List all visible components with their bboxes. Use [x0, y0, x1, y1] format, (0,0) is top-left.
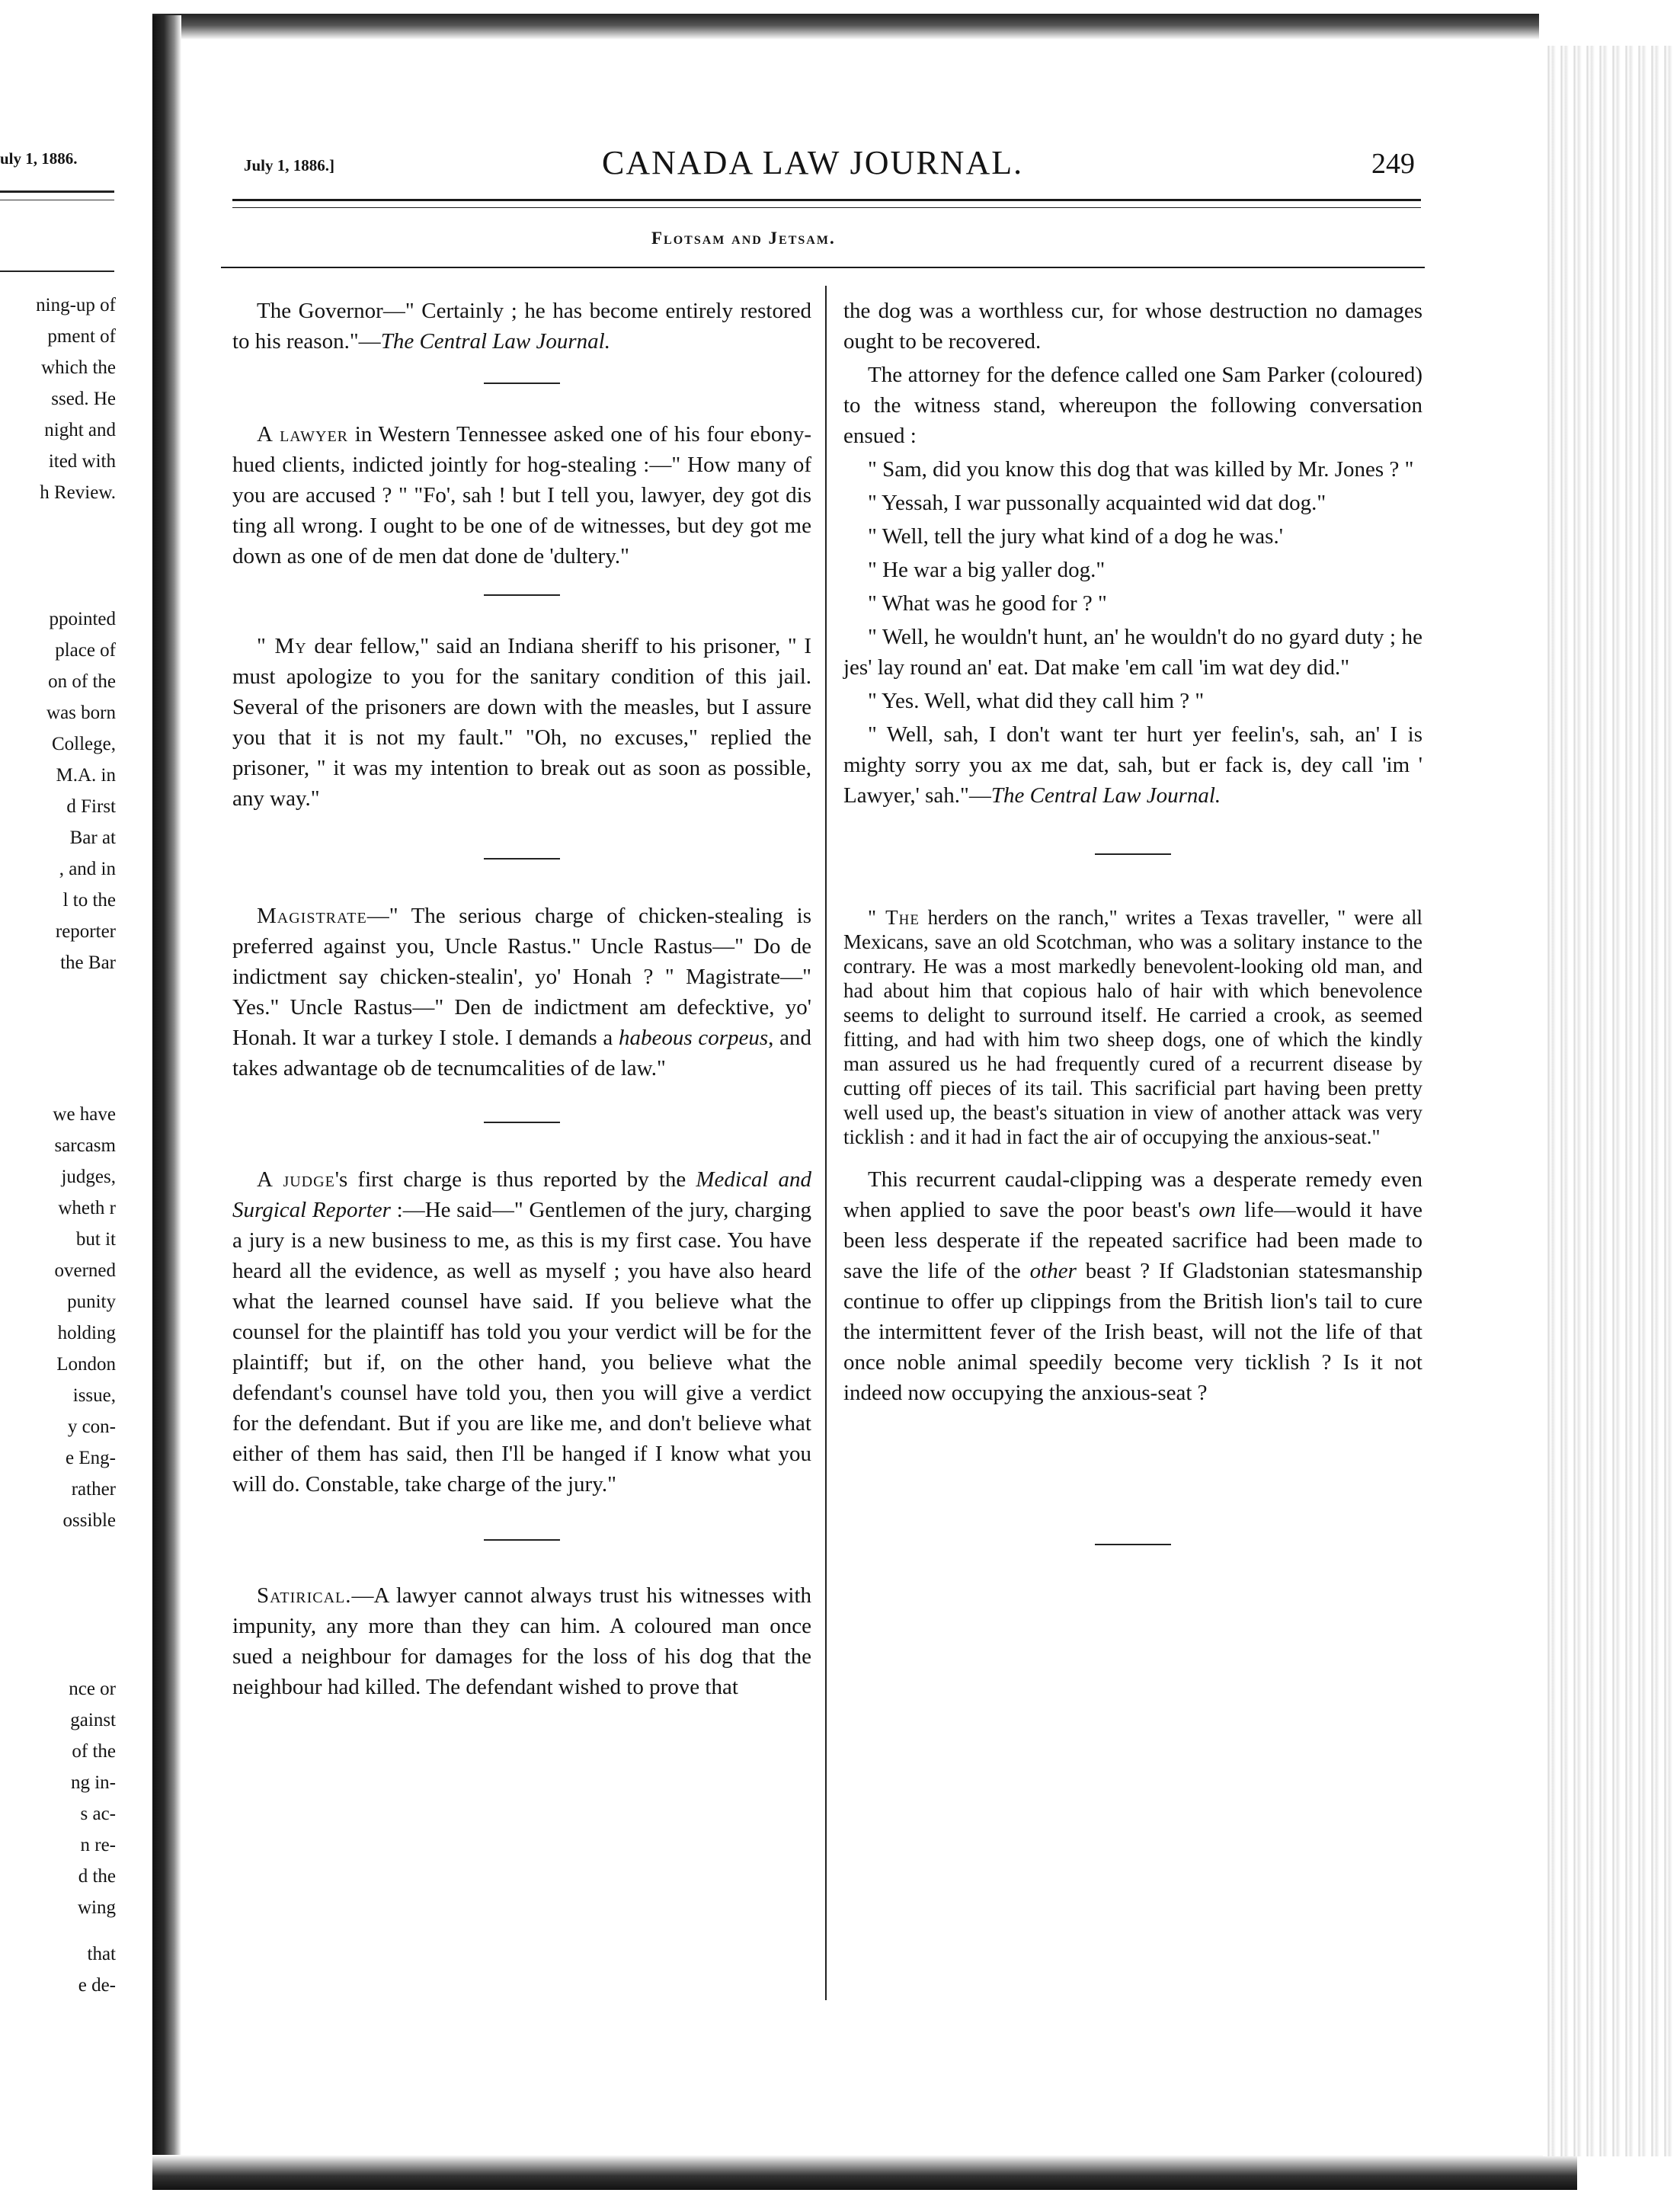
- dialogue-line: " Sam, did you know this dog that was killed by Mr. Jones ? ": [868, 457, 1414, 482]
- dialogue-line: " Yessah, I war pussonally acquainted wid dat dog.": [868, 491, 1326, 515]
- previous-page-line: , and in: [59, 859, 116, 879]
- header-rule: [232, 199, 1421, 201]
- previous-page-line: ppointed: [49, 609, 116, 629]
- section-title: Flotsam and Jetsam.: [651, 229, 836, 248]
- previous-page-line: wing: [78, 1897, 116, 1918]
- paragraph-text: This recurrent caudal-clipping was a desperate remedy even when applied to save the poor beast's: [843, 1167, 1422, 1222]
- previous-page-line: punity: [67, 1292, 116, 1312]
- previous-page-line: ng in-: [70, 1772, 116, 1793]
- journal-title: CANADA LAW JOURNAL.: [602, 144, 1024, 181]
- previous-page-line: that: [87, 1944, 116, 1964]
- previous-page-line: n re-: [80, 1835, 116, 1855]
- lead-in: A lawyer: [257, 422, 349, 447]
- section-rule: [221, 267, 1425, 268]
- scan-bottom-shadow: [152, 2155, 1577, 2190]
- book-gutter: [152, 15, 181, 2164]
- header-rule: [232, 207, 1421, 208]
- previous-page-text-block: [46, 603, 116, 978]
- previous-page-line: e Eng-: [66, 1448, 116, 1468]
- paragraph-text: 's first charge is thus reported by the: [334, 1167, 696, 1192]
- column-divider: [825, 286, 827, 2000]
- previous-page-line: ssed. He: [51, 389, 116, 409]
- paragraph-text: dear fellow," said an Indiana sheriff to his prisoner, " I must apologize to you for the sanitary condition of this jail. Several of the prisoners are down with the measles, but I assure you that it is not my fault." "Oh, no excuses," replied the prisoner, " it was my intention to break out as soon as possible, any way.": [232, 634, 811, 811]
- dialogue-line: [843, 719, 1422, 811]
- paragraph-text: —A lawyer cannot always trust his witnesses with impunity, any more than they can him. A coloured man once sued a neighbour for damages for the loss of his dog that the neighbour had killed. The defendant wished to prove that: [232, 1583, 811, 1699]
- previous-page-line: overned: [54, 1260, 116, 1281]
- paragraph-text: in Western Tennessee asked one of his four ebony-hued clients, indicted jointly for hog-stealing :—" How many of you are accused ? " "Fo', sah ! but I tell you, lawyer, dey got dis ting all wrong. I ought to be one of de witnesses, but dey got me down as one of de men dat done de 'dultery.": [232, 422, 812, 568]
- previous-page-line: night and: [44, 420, 116, 440]
- previous-page-line: was born: [46, 703, 116, 723]
- previous-page-line: on of the: [48, 671, 116, 692]
- judge-charge-anecdote: [232, 1164, 811, 1500]
- previous-page-line: l to the: [62, 890, 116, 911]
- previous-page-line: M.A. in: [56, 765, 116, 786]
- left-column: [232, 291, 811, 1702]
- previous-page-line: ossible: [62, 1510, 116, 1531]
- anecdote-divider: [484, 1539, 560, 1541]
- italic-phrase: Medical and Surgical Reporter: [232, 1167, 811, 1222]
- anecdote-divider: [1095, 853, 1171, 855]
- running-date: July 1, 1886.]: [244, 156, 335, 174]
- page-edge-stack: [1543, 46, 1676, 2156]
- previous-page-line: d First: [66, 796, 116, 817]
- previous-page-text-block: [53, 1099, 116, 1536]
- satirical-anecdote: [232, 1580, 811, 1702]
- paragraph-text: , and takes adwantage ob de tecnumcalities of de law.": [232, 1026, 811, 1080]
- lead-in: Satirical.: [257, 1583, 352, 1608]
- previous-page-rule: [0, 190, 114, 193]
- previous-page-line: rather: [71, 1479, 116, 1500]
- anecdote-divider: [484, 1122, 560, 1123]
- paragraph-text: —" The serious charge of chicken-stealing is preferred against you, Uncle Rastus." Uncle Rastus—" Do de indictment say chicken-stealin', yo' Honah ? " Magistrate—" Yes." Uncle Rastus—" Den de indictment am defecktive, yo' Honah. It war a turkey I stole. I demands a: [232, 904, 811, 1050]
- source-citation: The Central Law Journal.: [990, 783, 1221, 808]
- previous-page-line: London: [56, 1354, 116, 1375]
- previous-page-header: uly 1, 1886.: [0, 149, 78, 168]
- lawyer-tennessee-anecdote: [232, 419, 811, 571]
- previous-page-line: y con-: [67, 1417, 116, 1437]
- italic-phrase: other: [1029, 1259, 1077, 1283]
- previous-page-text-block: [69, 1673, 116, 1923]
- paragraph-text: herders on the ranch," writes a Texas traveller, " were all Mexicans, save an old Scotchman, who was a solitary instance to the contrary. He was a most markedly benevolent-looking old man, and had about him that copious halo of hair with which benevolence seems to delight to surround itself. He carried a crook, as seemed fitting, and had with him two sheep dogs, one of which the kindly man assured us he had frequently cured of a recurrent disease by cutting off pieces of its tail. This sacrificial part having been pretty well used up, the beast's situation in view of another attack was very ticklish : and it had in fact the air of occupying the anxious-seat.": [843, 906, 1422, 1148]
- dialogue-line: " He war a big yaller dog.": [868, 558, 1106, 582]
- dialogue-line: " What was he good for ? ": [868, 591, 1107, 616]
- texas-traveller-quote: [843, 905, 1422, 1149]
- previous-page-fragment: [0, 0, 152, 2196]
- paragraph-text: The Governor—" Certainly ; he has become entirely restored to his reason."—: [232, 299, 811, 354]
- previous-page-text-block: [78, 1938, 116, 2001]
- previous-page-line: Bar at: [69, 828, 116, 848]
- italic-phrase: own: [1198, 1198, 1236, 1222]
- previous-page-line: College,: [51, 734, 116, 754]
- anecdote-divider: [484, 594, 560, 596]
- dialogue-line: " Well, he wouldn't hunt, an' he wouldn't do no gyard duty ; he jes' lay round an' eat. Dat make 'em call 'im wat dey did.": [843, 625, 1422, 680]
- previous-page-line: of the: [72, 1741, 116, 1762]
- previous-page-line: ited with: [48, 451, 116, 472]
- scan-top-shadow: [152, 14, 1539, 40]
- anecdote-divider: [484, 383, 560, 384]
- previous-page-line: which the: [41, 357, 116, 378]
- previous-page-line: d the: [78, 1866, 116, 1887]
- paragraph-text: life—would it have been less desperate if the repeated sacrifice had been made to save the life of the: [843, 1198, 1422, 1283]
- previous-page-line: the Bar: [60, 952, 116, 973]
- dialogue-line: " Well, tell the jury what kind of a dog he was.': [868, 524, 1283, 549]
- previous-page-line: issue,: [72, 1385, 116, 1406]
- previous-page-line: nce or: [69, 1679, 116, 1699]
- previous-page-line: reporter: [55, 921, 116, 942]
- anecdote-divider: [484, 858, 560, 860]
- dog-story-continued: the dog was a worthless cur, for whose destruction no damages ought to be recovered.: [843, 299, 1422, 354]
- italic-phrase: habeous corpeus: [618, 1026, 769, 1050]
- page-number: 249: [1371, 148, 1415, 180]
- paragraph-text: :—He said—" Gentlemen of the jury, charging a jury is a new business to me, as this is my first case. You have heard all the evidence, as well as myself ; you have also heard what the learned counsel have said. If you believe what the counsel for the plaintiff has told you your verdict will be for the plaintiff; but if, on the other hand, you believe what the defendant's counsel have told you, then you will give a verdict for the defendant. But if you are like me, and don't believe what either of them has said, then I'll be hanged if I know what you will do. Constable, take charge of the jury.": [232, 1198, 811, 1497]
- previous-page-text-block: [36, 290, 116, 508]
- previous-page-line: we have: [53, 1104, 116, 1125]
- paragraph-text: " Well, sah, I don't want ter hurt yer feelin's, sah, an' I is mighty sorry you ax me dat, sah, but er fack is, dey call 'im ' Lawyer,' sah."—: [843, 722, 1422, 808]
- previous-page-line: but it: [75, 1229, 116, 1250]
- previous-page-line: place of: [55, 640, 116, 661]
- end-divider: [1095, 1544, 1171, 1545]
- lead-in: " My: [257, 634, 307, 658]
- previous-page-line: e de-: [78, 1975, 116, 1996]
- previous-page-line: h Review.: [40, 482, 116, 503]
- previous-page-line: gainst: [70, 1710, 116, 1730]
- lead-in: " The: [868, 906, 920, 929]
- previous-page-line: holding: [57, 1323, 116, 1343]
- lead-in: Magistrate: [257, 904, 367, 928]
- previous-page-line: pment of: [47, 326, 116, 347]
- attorney-defence-paragraph: The attorney for the defence called one Sam Parker (coloured) to the witness stand, whereupon the following conversation ensued :: [843, 363, 1422, 448]
- paragraph-text: beast ? If Gladstonian statesmanship continue to offer up clippings from the British lion's tail to cure the intermittent fever of the Irish beast, will not the life of that once noble animal speedily become very ticklish ? Is it not indeed now occupying the anxious-seat ?: [843, 1259, 1422, 1405]
- gladstonian-commentary: [843, 1164, 1422, 1408]
- source-citation: The Central Law Journal.: [380, 329, 610, 354]
- previous-page-line: sarcasm: [54, 1135, 116, 1156]
- previous-page-line: ning-up of: [36, 295, 116, 315]
- dialogue-line: " Yes. Well, what did they call him ? ": [868, 689, 1205, 713]
- previous-page-rule: [0, 270, 114, 272]
- magistrate-anecdote: [232, 901, 811, 1084]
- previous-page-line: s ac-: [80, 1804, 116, 1824]
- previous-page-line: wheth r: [58, 1198, 116, 1218]
- right-column: [843, 291, 1422, 1545]
- indiana-sheriff-anecdote: [232, 631, 811, 814]
- previous-page-line: judges,: [61, 1167, 116, 1187]
- governor-anecdote: [232, 296, 811, 357]
- lead-in: A judge: [257, 1167, 335, 1192]
